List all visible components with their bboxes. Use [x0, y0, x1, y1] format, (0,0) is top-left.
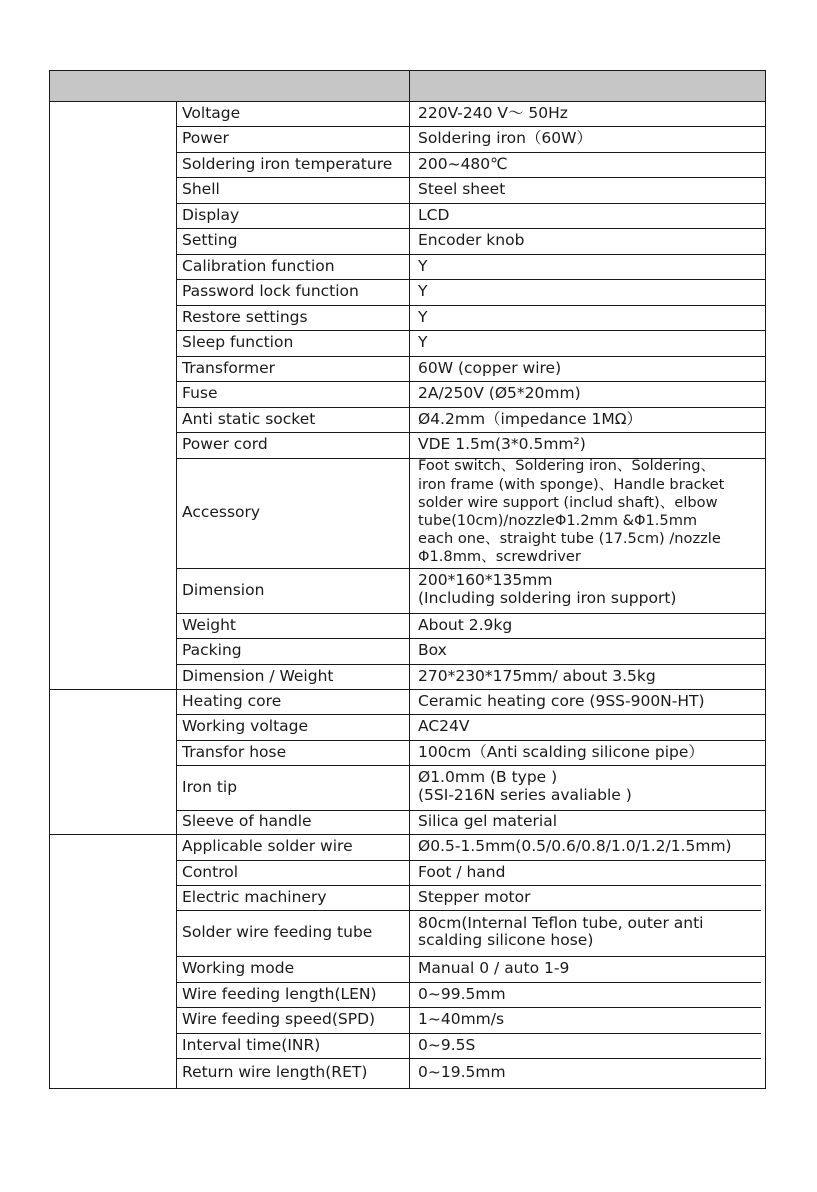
table-rule [176, 381, 766, 382]
table-rule [176, 101, 177, 1088]
table-rule [176, 765, 766, 766]
spec-value: Y [418, 282, 428, 300]
spec-value: Y [418, 307, 428, 326]
spec-value: Foot / hand [418, 862, 506, 881]
spec-value: 0~99.5mm [418, 984, 506, 1003]
table-header [49, 70, 766, 101]
spec-value: About 2.9kg [418, 615, 513, 634]
spec-name: Packing [182, 641, 242, 659]
table-rule [176, 956, 766, 957]
table-rule [176, 203, 766, 204]
spec-name: Transformer [182, 358, 276, 377]
spec-name: Voltage [182, 103, 241, 122]
spec-name: Electric machinery [182, 887, 327, 906]
spec-name: Sleep function [182, 333, 294, 351]
spec-name: Restore settings [182, 307, 308, 326]
spec-name: Soldering iron temperature [182, 154, 393, 173]
table-rule [176, 279, 766, 280]
table-rule [176, 568, 766, 569]
spec-value: Manual 0 / auto 1-9 [418, 959, 570, 977]
spec-value: Ø1.0mm (B type ) (5SI-216N series avaliable ) [418, 768, 632, 804]
spec-value: 0~19.5mm [418, 1063, 506, 1081]
table-rule [176, 810, 766, 811]
table-rule [176, 254, 766, 255]
spec-value: Steel sheet [418, 180, 506, 198]
spec-name: Power cord [182, 435, 268, 453]
table-rule [49, 70, 50, 1089]
spec-value: 2A/250V (Ø5*20mm) [418, 384, 581, 402]
table-rule [409, 70, 410, 101]
table-rule [176, 1033, 761, 1034]
spec-table [49, 70, 766, 1095]
spec-name: Display [182, 205, 240, 224]
spec-value: 100cm（Anti scalding silicone pipe） [418, 742, 704, 761]
spec-name: Working mode [182, 959, 295, 977]
spec-value: 0~9.5S [418, 1035, 476, 1054]
table-rule [176, 982, 761, 983]
spec-value: Ø4.2mm（impedance 1MΩ） [418, 409, 643, 428]
spec-value: VDE 1.5m(3*0.5mm²) [418, 435, 586, 453]
spec-name: Accessory [182, 503, 261, 521]
table-rule [49, 1088, 766, 1089]
spec-name: Fuse [182, 384, 218, 402]
table-rule [49, 70, 766, 71]
spec-value: Ceramic heating core (9SS-900N-HT) [418, 691, 705, 710]
table-rule [176, 860, 766, 861]
spec-value: Foot switch、Soldering iron、Soldering、 iron frame (with sponge)、Handle bracket solder wire support (includ shaft)、elbow tube(10cm)/nozzleΦ1.2mm &Φ1.5mm each one、straight tube (17.5cm) /nozzle Φ1.8mm、screwdriver [418, 457, 725, 566]
spec-value: Silica gel material [418, 812, 558, 830]
table-rule [176, 910, 761, 911]
table-rule [176, 407, 766, 408]
spec-value: 220V-240 V～ 50Hz [418, 103, 568, 122]
spec-name: Return wire length(RET) [182, 1063, 368, 1081]
spec-value: 270*230*175mm/ about 3.5kg [418, 666, 656, 685]
table-rule [176, 432, 766, 433]
table-rule [176, 664, 766, 665]
spec-name: Transfor hose [182, 742, 287, 761]
spec-name: Iron tip [182, 777, 238, 796]
table-rule [176, 740, 766, 741]
spec-name: Password lock function [182, 282, 359, 300]
spec-name: Wire feeding speed(SPD) [182, 1010, 376, 1028]
spec-value: Y [418, 256, 428, 275]
spec-value: Ø0.5-1.5mm(0.5/0.6/0.8/1.0/1.2/1.5mm) [418, 837, 732, 855]
spec-name: Working voltage [182, 717, 309, 735]
table-rule [176, 1058, 761, 1059]
spec-name: Wire feeding length(LEN) [182, 984, 377, 1003]
spec-name: Weight [182, 615, 237, 634]
spec-name: Interval time(INR) [182, 1035, 321, 1054]
spec-name: Shell [182, 180, 220, 198]
spec-value: LCD [418, 205, 450, 224]
table-rule [49, 834, 766, 835]
table-rule [176, 177, 766, 178]
spec-value: 60W (copper wire) [418, 358, 562, 377]
spec-value: 200~480℃ [418, 154, 508, 173]
table-rule [176, 152, 766, 153]
table-rule [409, 101, 410, 1088]
table-rule [176, 638, 766, 639]
spec-value: 1~40mm/s [418, 1010, 505, 1028]
table-rule [176, 228, 766, 229]
table-rule [176, 885, 761, 886]
spec-name: Solder wire feeding tube [182, 923, 373, 941]
spec-name: Anti static socket [182, 409, 316, 428]
spec-value: 200*160*135mm (Including soldering iron support) [418, 571, 677, 607]
spec-value: Y [418, 333, 428, 351]
table-rule [49, 101, 766, 102]
spec-value: AC24V [418, 717, 470, 735]
spec-name: Dimension / Weight [182, 666, 334, 685]
table-rule [176, 126, 766, 127]
spec-name: Calibration function [182, 256, 335, 275]
table-rule [176, 356, 766, 357]
spec-name: Dimension [182, 580, 265, 599]
table-rule [176, 305, 766, 306]
spec-name: Power [182, 129, 229, 147]
table-rule [176, 714, 766, 715]
spec-name: Control [182, 862, 239, 881]
spec-value: 80cm(Internal Teflon tube, outer anti scalding silicone hose) [418, 913, 704, 949]
table-rule [176, 613, 766, 614]
spec-name: Setting [182, 231, 238, 249]
spec-name: Applicable solder wire [182, 837, 353, 855]
spec-value: Stepper motor [418, 887, 531, 906]
table-rule [765, 70, 766, 1089]
spec-name: Sleeve of handle [182, 812, 312, 830]
spec-value: Encoder knob [418, 231, 525, 249]
spec-value: Soldering iron（60W） [418, 129, 592, 147]
table-rule [176, 1007, 761, 1008]
spec-name: Heating core [182, 691, 282, 710]
table-rule [49, 689, 766, 690]
spec-value: Box [418, 641, 447, 659]
table-rule [176, 330, 766, 331]
